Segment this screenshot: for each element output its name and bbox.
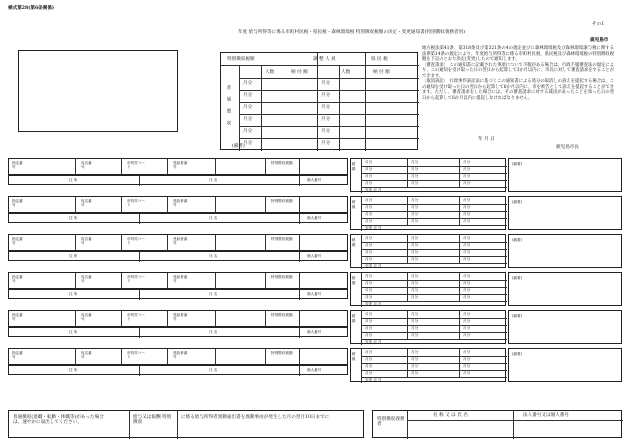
month-cell: 月分: [411, 160, 419, 164]
remarks-box: [508, 310, 622, 344]
month-r5: 月分: [321, 129, 331, 134]
remarks-box: [508, 158, 622, 192]
monthly-grid: [350, 310, 506, 344]
footer-mid-text: に係る給与所得者異動届出書を異動事由が発生した月の翌月10日までに: [181, 415, 330, 420]
month-cell: 月分: [463, 167, 471, 171]
month-r2: 月分: [321, 93, 331, 98]
id-row: [8, 348, 348, 365]
atena-label: 宛名番号: [81, 351, 92, 359]
shimei-label: 氏 名: [209, 330, 218, 334]
month-cell: 月分: [411, 326, 419, 330]
notice-signer: 鹿児島市長: [556, 145, 579, 150]
month-cell: 月分: [365, 364, 373, 368]
month-r1: 月分: [321, 81, 331, 86]
shitei-label: 指定番号: [12, 161, 23, 169]
month-cell: 月分: [411, 371, 419, 375]
month-cell: 月分: [365, 295, 373, 299]
month-cell: 月分: [411, 288, 419, 292]
month-cell: 月分: [365, 288, 373, 292]
month-cell: 月分: [411, 274, 419, 278]
month-cell: 月分: [463, 333, 471, 337]
month-cell: 月分: [411, 357, 419, 361]
month-cell: 月分: [463, 174, 471, 178]
month-cell: 月分: [411, 319, 419, 323]
monthly-grid: [350, 158, 506, 192]
month-cell: 月分: [365, 326, 373, 330]
employee-block: [8, 234, 622, 268]
tokubetsu-label: 特別徴収税額: [271, 161, 293, 165]
remarks-label: (摘要): [512, 352, 522, 356]
shimei-label: 氏 名: [209, 292, 218, 296]
month-cell: 月分: [463, 326, 471, 330]
nouzei2-label: 納 付 額: [373, 70, 390, 75]
footer-right-label: 特別徴収義務者: [377, 417, 405, 428]
month-cell: 月分: [463, 236, 471, 240]
shitei-label: 指定番号: [12, 313, 23, 321]
month-cell: 月分: [463, 350, 471, 354]
month-2: 月分: [243, 93, 253, 98]
employee-block: [8, 158, 622, 192]
remarks-box: [508, 348, 622, 382]
shitei-label: 指定番号: [12, 351, 23, 359]
jukyu-label: 受給者番号: [173, 275, 188, 283]
month-cell: 月分: [411, 257, 419, 261]
kojin-label: 個人番号: [307, 330, 322, 334]
month-cell: 月分: [463, 312, 471, 316]
shichoson-label: 市町村コード: [127, 199, 145, 207]
shimei-label: 氏 名: [209, 178, 218, 182]
month-cell: 月分: [463, 212, 471, 216]
notice-heading: 年度 給与所得等に係る市町村民税・県民税・森林環境税 特別徴収税額の決定・変更通知書(特別徴収義務者用): [238, 30, 466, 35]
addr-row: [8, 365, 348, 375]
footer-right-h2: 法人番号又は個人番号: [523, 413, 569, 418]
kojin-label: 個人番号: [307, 254, 322, 258]
shichoson-label: 市町村コード: [127, 161, 145, 169]
employee-block: [8, 310, 622, 344]
page-label: その1: [592, 22, 605, 27]
month-6: 月分: [243, 141, 253, 146]
month-cell: 月分: [365, 236, 373, 240]
monthly-grid: [350, 234, 506, 268]
month-cell: 月分: [365, 181, 373, 185]
month-cell: 月分: [365, 174, 373, 178]
month-cell: 月分: [411, 281, 419, 285]
month-cell: 月分: [463, 181, 471, 185]
month-cell: 月分: [411, 181, 419, 185]
addr-row: [8, 251, 348, 261]
shichoson-label: 市町村コード: [127, 351, 145, 359]
jukyu-label: 受給者番号: [173, 313, 188, 321]
remarks-label: (摘要): [512, 162, 522, 166]
footer-employer-box: [372, 410, 622, 438]
id-row: [8, 272, 348, 289]
nouki-label: 納期: [352, 352, 356, 362]
month-cell: 月分: [463, 357, 471, 361]
shimei-label: 氏 名: [209, 368, 218, 372]
month-cell: 月分: [365, 250, 373, 254]
notice-body: [422, 46, 614, 101]
month-cell: 月分: [365, 167, 373, 171]
footer-note-box: [8, 410, 364, 438]
jusho-label: 住 所: [69, 254, 78, 258]
employee-block: [8, 272, 622, 306]
nouki-label: 納期: [352, 276, 356, 286]
notice-date: 年 月 日: [478, 137, 495, 142]
henko-label: 変更 月 日: [365, 188, 382, 192]
month-cell: 月分: [463, 288, 471, 292]
kojin-label: 個人番号: [307, 292, 322, 296]
month-cell: 月分: [411, 350, 419, 354]
month-cell: 月分: [463, 295, 471, 299]
month-cell: 月分: [463, 281, 471, 285]
henko-label: 変更 月 日: [365, 340, 382, 344]
footer-right-h1: 名 称 又 は 氏 名: [433, 413, 468, 418]
jusho-label: 住 所: [69, 368, 78, 372]
month-cell: 月分: [365, 160, 373, 164]
month-cell: 月分: [463, 319, 471, 323]
month-cell: 月分: [463, 160, 471, 164]
month-cell: 月分: [463, 198, 471, 202]
tokucho-label: 特別徴収税額: [227, 57, 255, 62]
henko-label: 変更 月 日: [365, 226, 382, 230]
month-cell: 月分: [365, 281, 373, 285]
month-cell: 月分: [365, 274, 373, 278]
jusho-label: 住 所: [69, 292, 78, 296]
month-cell: 月分: [365, 219, 373, 223]
henko-label: 変更 月 日: [365, 302, 382, 306]
persons-label: 人数: [265, 70, 275, 75]
remarks-label: (摘要): [512, 238, 522, 242]
nouki-label: 納期: [352, 162, 356, 172]
henko-label: 変更 月 日: [365, 378, 382, 382]
month-r4: 月分: [321, 117, 331, 122]
shichoson-label: 市町村コード: [127, 313, 145, 321]
month-cell: 月分: [411, 236, 419, 240]
shitei-label: 指定番号: [12, 237, 23, 245]
month-cell: 月分: [365, 243, 373, 247]
footer-left-note: 普通徴収(退職・転勤・休職等)があった場合は、速やかに届出してください。: [13, 415, 104, 426]
notice-p2: 〔審査請求〕 この通知書に記載された事項について不服がある場合は、行政不服審査法の規定により、この通知を受け取った日の翌日から起算して3か月以内に、市長に対して審査請求をすることができます。: [422, 62, 614, 79]
persons2-label: 人数: [341, 70, 351, 75]
address-window: [18, 50, 178, 132]
henko-label: 変更 月 日: [365, 264, 382, 268]
kojin-label: 個人番号: [307, 216, 322, 220]
month-cell: 月分: [365, 357, 373, 361]
month-cell: 月分: [365, 371, 373, 375]
month-4: 月分: [243, 117, 253, 122]
month-cell: 月分: [463, 364, 471, 368]
month-r6: 月分: [321, 141, 331, 146]
jusho-label: 住 所: [69, 216, 78, 220]
month-cell: 月分: [463, 250, 471, 254]
addr-row: [8, 175, 348, 185]
jusho-label: 住 所: [69, 178, 78, 182]
jusho-label: 住 所: [69, 330, 78, 334]
jukyu-label: 受給者番号: [173, 351, 188, 359]
jukyu-label: 受給者番号: [173, 199, 188, 207]
month-cell: 月分: [411, 312, 419, 316]
id-row: [8, 310, 348, 327]
atena-label: 宛名番号: [81, 275, 92, 283]
nouzei-label: 納 付 額: [291, 70, 308, 75]
month-cell: 月分: [365, 312, 373, 316]
summary-table: [220, 52, 418, 150]
month-cell: 月分: [463, 257, 471, 261]
id-row: [8, 234, 348, 251]
tokubetsu-label: 特別徴収税額: [271, 237, 293, 241]
shimei-label: 氏 名: [209, 216, 218, 220]
kenmin-label: 県 民 税: [371, 57, 388, 62]
id-row: [8, 196, 348, 213]
employee-block: [8, 196, 622, 230]
month-cell: 月分: [463, 274, 471, 278]
month-cell: 月分: [411, 243, 419, 247]
month-cell: 月分: [463, 205, 471, 209]
employee-block: [8, 348, 622, 382]
remarks-label: (摘要): [512, 276, 522, 280]
notice-p1: 地方税法第41条、第318条及び第321条の4の規定並びに森林環境税及び森林環境譲与税に関する法律第14条の規定により、年度給与所得等に係る市町村民税、県民税及び森林環境税の特別徴収税額を下記のとおり決定(変更)したので通知します。: [422, 46, 614, 62]
month-cell: 月分: [365, 205, 373, 209]
addr-row: [8, 289, 348, 299]
month-cell: 月分: [463, 371, 471, 375]
monthly-grid: [350, 348, 506, 382]
month-cell: 月分: [365, 257, 373, 261]
tokubetsu-label: 特別徴収税額: [271, 275, 293, 279]
addr-row: [8, 213, 348, 223]
month-cell: 月分: [411, 212, 419, 216]
shitei-label: 指定番号: [12, 199, 23, 207]
form-code: 様式第28(第6条関係): [8, 6, 55, 11]
month-cell: 月分: [411, 174, 419, 178]
remarks-box: [508, 196, 622, 230]
month-cell: 月分: [365, 212, 373, 216]
month-cell: 月分: [411, 167, 419, 171]
month-5: 月分: [243, 129, 253, 134]
atena-label: 宛名番号: [81, 161, 92, 169]
remarks-label: (摘要): [512, 200, 522, 204]
month-cell: 月分: [463, 219, 471, 223]
tokubetsu-label: 特別徴収税額: [271, 351, 293, 355]
month-cell: 月分: [365, 333, 373, 337]
tokubetsu-label: 特別徴収税額: [271, 313, 293, 317]
month-cell: 月分: [411, 219, 419, 223]
month-cell: 月分: [463, 243, 471, 247]
atena-label: 宛名番号: [81, 199, 92, 207]
month-r3: 月分: [321, 105, 331, 110]
id-row: [8, 158, 348, 175]
shichoson-label: 市町村コード: [127, 237, 145, 245]
top-bikou: (備考): [232, 144, 245, 149]
recipient: 鹿児島市: [590, 38, 609, 43]
jukyu-label: 受給者番号: [173, 161, 188, 169]
month-cell: 月分: [411, 333, 419, 337]
month-1: 月分: [243, 81, 253, 86]
jukyu-label: 受給者番号: [173, 237, 188, 245]
month-cell: 月分: [411, 205, 419, 209]
nouki-label: 納期: [352, 238, 356, 248]
tokubetsu-label: 特別徴収税額: [271, 199, 293, 203]
chosei-label: 調 整 人 員: [313, 57, 336, 62]
addr-row: [8, 327, 348, 337]
kojin-label: 個人番号: [307, 178, 322, 182]
futsu-label: 普 通 徴 収: [226, 85, 231, 128]
month-3: 月分: [243, 105, 253, 110]
shitei-label: 指定番号: [12, 275, 23, 283]
notice-p3: 〔取消訴訟〕 行政事件訴訟法に基づくこの通知書による処分の取消しの訴えを提起する場合は、この通知を受け取った日の翌日から起算して6か月以内に、市を被告として訴えを提起することができます。ただし、審査請求をした場合には、その審査請求に対する裁決があったことを知った日の翌日から起算して6か月以内に提起しなければなりません。: [422, 79, 614, 101]
remarks-box: [508, 234, 622, 268]
atena-label: 宛名番号: [81, 313, 92, 321]
shimei-label: 氏 名: [209, 254, 218, 258]
footer-mid-label: 給与又は報酬 特別徴収: [133, 415, 172, 426]
remarks-box: [508, 272, 622, 306]
monthly-grid: [350, 196, 506, 230]
month-cell: 月分: [411, 364, 419, 368]
atena-label: 宛名番号: [81, 237, 92, 245]
month-cell: 月分: [411, 295, 419, 299]
month-cell: 月分: [365, 350, 373, 354]
month-cell: 月分: [365, 319, 373, 323]
nouki-label: 納期: [352, 314, 356, 324]
month-cell: 月分: [365, 198, 373, 202]
month-cell: 月分: [411, 250, 419, 254]
kojin-label: 個人番号: [307, 368, 322, 372]
remarks-label: (摘要): [512, 314, 522, 318]
month-cell: 月分: [411, 198, 419, 202]
shichoson-label: 市町村コード: [127, 275, 145, 283]
monthly-grid: [350, 272, 506, 306]
nouki-label: 納期: [352, 200, 356, 210]
